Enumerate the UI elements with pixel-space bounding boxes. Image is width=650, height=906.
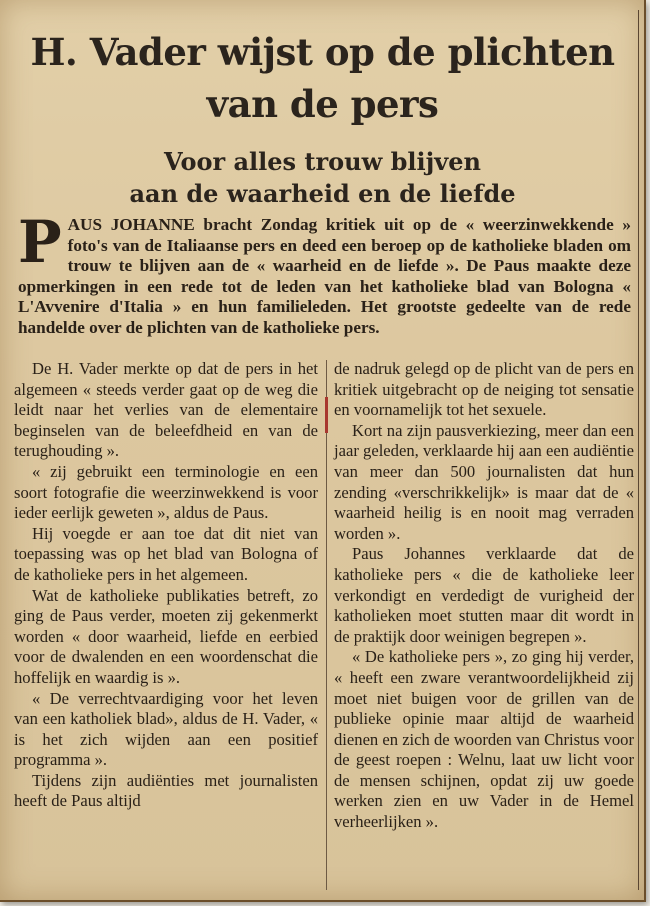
subheadline-line-1: Voor alles trouw blijven — [164, 147, 481, 176]
column-divider — [326, 360, 327, 890]
drop-cap: P — [18, 208, 62, 276]
body-paragraph: « zij gebruikt een terminologie en een soort fotografie die weerzinwekkend is voor ieder eerlijk geweten », aldus de Paus. — [14, 461, 318, 523]
body-paragraph: De H. Vader merkte op dat de pers in het algemeen « steeds verder gaat op de weg die leidt naar het verlies van de elementaire beginselen van de beleefdheid en van de terughouding ». — [14, 359, 318, 461]
lead-paragraph — [18, 208, 631, 339]
body-paragraph: Wat de katholieke publikaties betreft, zo ging de Paus verder, moeten zij gekenmerkt worden « door waarheid, liefde en eerbied voor de dwalenden en een woordenschat die hoffelijk en waardig is ». — [14, 585, 318, 687]
headline-line-2: van de pers — [206, 82, 439, 126]
body-paragraph: Kort na zijn pausverkiezing, meer dan een jaar geleden, verklaarde hij aan een audiëntie van meer dan 500 journalisten dat hun zending «verschrikkelijk» is maar dat de « waarheid heilig is en nooit mag verraden worden ». — [334, 420, 634, 543]
body-paragraph: Tijdens zijn audiënties met journalisten heeft de Paus altijd — [14, 770, 318, 811]
subheadline — [20, 146, 625, 210]
lead-text: AUS JOHANNE bracht Zondag kritiek uit op de « weerzinwekkende » foto's van de Italiaanse pers en deed een beroep op de katholieke bladen om trouw te blijven aan de « waarheid en de liefde ». De Paus maakte deze opmerkingen in een rede tot de leden van het katholieke blad van Bologna « L'Avvenire d'Italia » en hun familieleden. Het grootste gedeelte van de rede handelde over de plichten van de katholieke pers. — [18, 215, 631, 337]
edge-rule — [638, 10, 639, 890]
headline — [20, 26, 625, 130]
red-ink-mark — [325, 397, 328, 433]
right-column — [334, 359, 634, 833]
body-paragraph: Hij voegde er aan toe dat dit niet van toepassing was op het blad van Bologna of de katholieke pers in het algemeen. — [14, 523, 318, 584]
body-paragraph: « De verrechtvaardiging voor het leven van een katholiek blad», aldus de H. Vader, « is het zich wijden aan een positief programma ». — [14, 688, 318, 770]
subheadline-line-2: aan de waarheid en de liefde — [129, 179, 516, 208]
left-column — [14, 359, 318, 812]
body-paragraph: de nadruk gelegd op de plicht van de pers en kritiek uitgebracht op de neiging tot sensatie en voornamelijk tot het sexuele. — [334, 359, 634, 420]
body-paragraph: « De katholieke pers », zo ging hij verder, « heeft een zware verantwoordelijkheid zij moet niet buigen voor de grillen van de publieke opinie maar altijd de waarheid dienen en zich de woorden van Christus voor de geest roepen : Welnu, laat uw licht voor de mensen schijnen, opdat zij uw goede werken zien en uw Vader in de Hemel verheerlijken ». — [334, 647, 634, 832]
headline-line-1: H. Vader wijst op de plichten — [30, 30, 615, 74]
body-paragraph: Paus Johannes verklaarde dat de katholieke pers « die de katholieke leer verkondigt en verdedigt de vurigheid der katholieken moet stutten maar dit wordt in de praktijk door weinigen begrepen ». — [334, 544, 634, 646]
